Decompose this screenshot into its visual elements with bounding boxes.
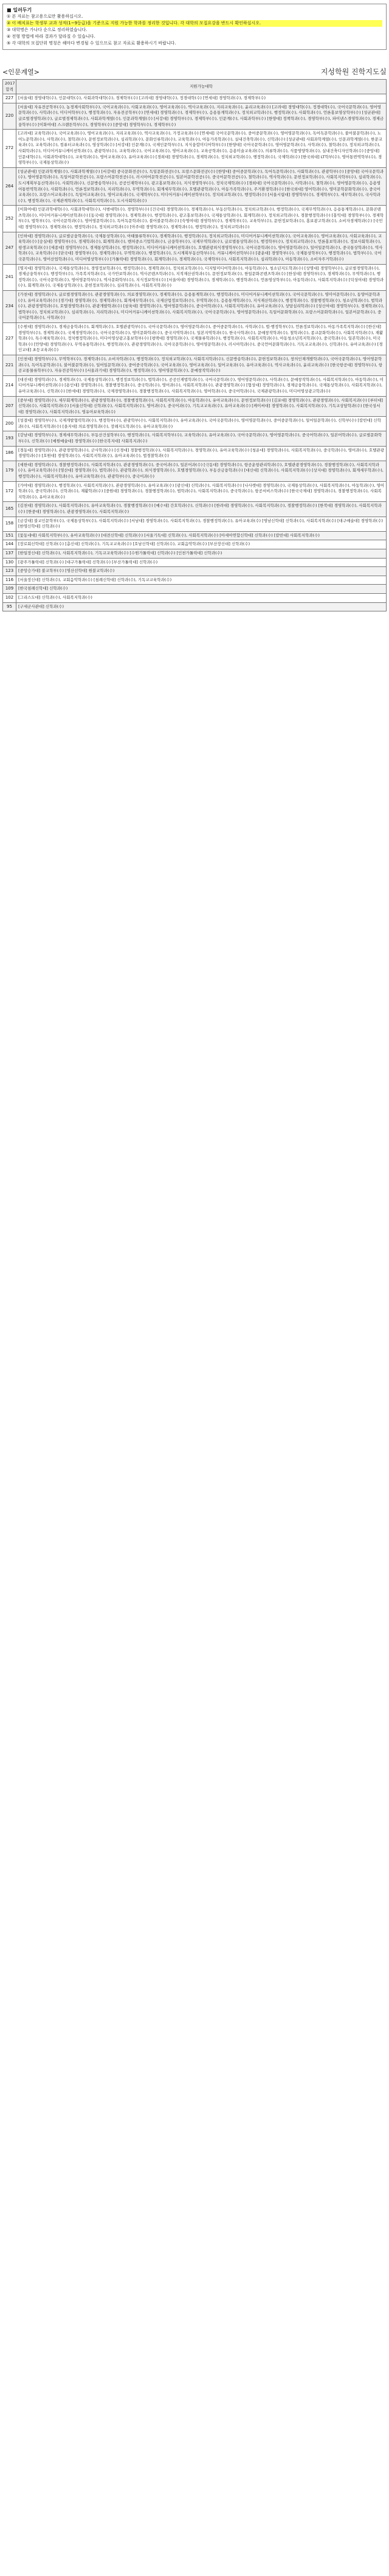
grade-cell: 109: [3, 585, 16, 594]
grade-cell: 193: [3, 431, 16, 446]
table-row: [3, 291, 387, 323]
notice-box: [2, 4, 387, 50]
table-row: [3, 206, 387, 232]
universities-cell: [경동대] 경영학과(수), 관광경영학과(수), 군사학과(수) [신경대] 경찰행정학과(수), 사회복지학과(수), 경영학과(수), 유아교육학과(수) [청운대] 경영학과(수), 사회복지학과(수), 중국학과(수), 영어과(수), 호텔관광경영학과(수) [호원대] 경영학과(수), 사회복지학과(수), 유아교육과(수), 법경찰학과(수): [16, 446, 387, 461]
universities-cell: [구세군사관대] 신학과(수): [16, 602, 387, 611]
universities-cell: [명지대] 경영학과(수), 국제통상학과(수), 경영정보학과(수), 행정학과(수), 경제학과(수), 정치외교학과(수), 디지털미디어학과(수), 아동학과(수), 청소년지도학과(수) [상명대] 경영학부(수), 글로벌경영학과(수), 경제금융학부(수), 행정학부(수), 가족복지학과(수), 국가안보학과(수), 역사콘텐츠학과(수), 지적재산권학과(수), 문헌정보학과(수), 한일문화콘텐츠학과(수) [한성대] 경영학부(수), 경제학과(수), 무역학과(수), 행정학과(수), 국어국문학과(수), 영어영문학부(수), 역사문화학부(수), 지식정보학부(수) [서울여대] 경영학과(수), 경제학과(수), 행정학과(수), 언론영상학부(수), 아동학과(수), 사회복지학과(수) [덕성여대] 경영학과(수), 회계학과(수), 국제통상학과(수), 문헌정보학과(수), 심리학과(수), 사회복지학과(수): [16, 264, 387, 290]
table-row: [3, 322, 387, 355]
table-row: [3, 517, 387, 531]
universities-cell: [수원대] 경영학과(수), 경제금융학과(수), 회계학과(수), 호텔관광학부(수), 국어국문학과(수), 영어영문학과(수), 중어중문학과(수), 사학과(수), 법·행정학부(수), 언론정보학과(수), 아동가족복지학과(수) [한신대] 경영학부(수), 경제학과(수), 국제경영학과(수), 국어국문학과(수), 영미문화학과(수), 중국지역학과(수), 일본지역학과(수), 한국사학과(수), 문예창작학과(수), 철학과(수), 종교문화학과(수), 사회복지학과(수), 재활학과(수), 특수체육학과(수), 정치행정학과(수), 미디어영상광고홍보학부(수) [평택대] 경영학과(수), 국제물류학과(수), 행정학과(수), 사회복지학과(수), 아동청소년복지학과(수), 중국학과(수), 일본학과(수), 미국학과(수) [안양대] 경영학과(수), 무역유통학과(수), 행정학과(수), 관광경영학과(수), 국어국문학과(수), 영어영문학과(수), 러시아학과(수), 중국언어문화학과(수), 기독교교육과(수), 신학과(수), 유아교육과(수) [경인교대] 초등교육과(수): [16, 322, 387, 355]
grade-cell: 144: [3, 540, 16, 549]
universities-cell: [금강대] 불교인문학부(수), 국제통상학부(수), 사회복지학과(수) [서남대] 경영학과(수), 사회복지학과(수), 경찰행정학과(수), 유아교육과(수) [영남신학대] 신학과(수), 사회복지학과(수) [대구예술대] 경영학과(수) [한영신학대] 신학과(수): [16, 517, 387, 531]
grade-cell: 264: [3, 167, 16, 206]
table-row: [3, 355, 387, 375]
table-row: [3, 167, 387, 206]
universities-cell: [서울대] 경영대학(수), 인문대학(수), 사회과학대학(수), 경제학부(수) [고려대] 경영대학(수), 정경대학(수) [연세대] 경영학과(수), 경제학부(수): [16, 94, 387, 103]
grade-cell: 95: [3, 602, 16, 611]
universities-cell: [세한대] 경영학과(수), 경찰행정학과(수), 사회복지학과(수), 관광경영학과(수), 중국어과(수), 일본어과(수) [극동대] 경영학과(수), 항공운항관리학과(수), 호텔관광경영학과(수), 경찰행정학과(수), 사회복지학과(수), 유아교육학과(수) [영산대] 경영학과(수), 법학과(수), 관광학과(수), 외식경영학과(수), 호텔경영학과(수), 부동산금융학과(수) [대신대] 신학과(수), 사회복지학과(수) [상지대] 경영학과(수), 회계세무학과(수), 행정학과(수), 사회복지학과(수), 유아교육학과(수), 관광학부(수), 중국어과(수): [16, 461, 387, 481]
universities-cell: [한일장신대] 신학과(수), 사회복지학과(수), 기독교교육학과(수) [수원가톨릭대] 신학과(수) [인천가톨릭대] 신학과(수): [16, 549, 387, 558]
table-row: [3, 502, 387, 517]
table-row: [3, 232, 387, 264]
universities-cell: [중앙승가대] 불교학부(수) [영산선학대] 원불교학과(수): [16, 567, 387, 576]
table-row: [3, 417, 387, 431]
grade-cell: 151: [3, 531, 16, 540]
universities-cell: [이화여대] 인문과학대학(수), 사회과학대학(수), 사범대학(수), 경영학부(수) [건국대] 경영학과(수), 경제학과(수), 부동산학과(수), 정치외교학과(수), 행정학과(수), 국제무역학과(수), 응용통계학과(수), 문화콘텐츠학과(수), 미디어커뮤니케이션학과(수) [동국대] 경영학과(수), 경제학과(수), 행정학과(수), 광고홍보학과(수), 국제통상학과(수), 회계학과(수), 정치외교학과(수), 경찰행정학과(수) [홍익대] 경영학부(수), 경제학부(수), 법학부(수), 국어국문학과(수), 영어영문학과(수), 독어독문학과(수), 불어불문학과(수) [숙명여대] 경영학부(수), 경제학부(수), 교육학부(수), 문헌정보학과(수), 홍보광고학과(수), 소비자경제학과(수) [국민대] 경영학부(수), 경제학과(수), 행정학과(수), 정치외교학과(수) [아주대] 경영학과(수), 경제학과(수), 행정학과(수), 정치외교학과(수): [16, 206, 387, 232]
grade-cell: 227: [3, 94, 16, 103]
notice-item: ④ 전형 방법에 따라 결과가 달라질 수 있습니다.: [7, 34, 95, 39]
universities-cell: [서울대] 자유전공학부(수), 농경제사회학부(수), 국어교육과(수), 사회교육과(수), 영어교육과(수), 역사교육과(수), 지리교육과(수), 윤리교육과(수) [고려대] 경영대학(수), 정경대학(수), 국어국문학과(수), 영어영문학과(수), 사학과(수), 미디어학부(수), 행정학과(수), 자유전공학부(수) [연세대] 경영학과(수), 경제학부(수), 응용통계학과(수), 정치외교학과(수), 행정학과(수), 사회학과(수), 언론홍보영상학부(수) [성균관대] 글로벌경영학과(수), 글로벌경제학과(수), 사회과학계열(수), 인문과학계열(수) [서강대] 경영학부(수), 경제학부(수), 인문계(수), 사회과학부(수) [한양대] 정책학과(수), 경영학부(수), 파이낸스경영학과(수), 경제금융학부(수) [이화여대] 스크랜튼학부(수), 경영학부(수) [중앙대] 경영학부(수), 경제학부(수): [16, 103, 387, 129]
grade-cell: 247: [3, 232, 16, 264]
grade-cell: 200: [3, 417, 16, 431]
universities-cell: [고려대] 교육학과(수), 국어교육과(수), 영어교육과(수), 지리교육과(수), 역사교육과(수), 가정교육과(수) [연세대] 국어국문학과(수), 중어중문학과(수), 영어영문학과(수), 독어독문학과(수), 불어불문학과(수), 노어노문학과(수), 사학과(수), 철학과(수), 문헌정보학과(수), 심리학과(수), 문화인류학과(수), 교육학과(수), 아동가족학과(수), 실내건축학과(수), 신학과(수) [성균관대] 사회과학계열(수), 인문과학계열(수), 한문교육과(수), 교육학과(수), 컴퓨터교육과(수), 영상학과(수) [서강대] 인문계(수), 국제인문학부(수), 지식융합미디어학부(수) [한양대] 국어국문학과(수), 영어영문학과(수), 사학과(수), 철학과(수), 정치외교학과(수), 사회학과(수), 미디어커뮤니케이션학과(수), 관광학부(수), 교육학과(수), 국어교육과(수), 영어교육과(수), 교육공학과(수), 응용미술교육과(수), 의류학과(수), 식품영양학과(수), 실내건축디자인학과(수) [중앙대] 인문대학(수), 사회과학대학(수), 교육학과(수), 영어교육과(수), 유아교육과(수) [경희대] 경영학과(수), 경제학과(수), 정치외교학과(수), 행정학과(수), 국제학과(수) [한국외대] LT학부(수), 영어통번역학부(수), 경영학부(수), 국제통상학과(수): [16, 130, 387, 168]
table-row: [3, 94, 387, 103]
universities-cell: [성결대] 경영학부(수), 국제개발협력학과(수), 행정학부(수), 관광학부(수), 사회복지학과(수), 유아교육과(수), 국어국문학과(수), 영어영문학과(수), 중어중문학과(수), 일어일문학과(수), 신학부(수) [칼빈대] 신학과(수), 사회복지학과(수) [을지대] 의료경영학과(수), 장례지도학과(수), 유아교육학과(수): [16, 417, 387, 431]
table-row: [3, 576, 387, 585]
universities-cell: [강남대] 경영학부(수), 경제세무학과(수), 부동산건설학부(수), 행정학과(수), 사회복지학부(수), 교육학과(수), 유아교육과(수), 국어국문학과(수), 영어영문학과(수), 중국어학과(수), 일본어학과(수), 글로벌문화학부(수), 신학과(수) [예원예술대] 경영학과(수) [한국복지대] 사회복지과(수): [16, 431, 387, 446]
universities-cell: [인천대] 경영학부(수), 무역학부(수), 경제학과(수), 소비자학과(수), 행정학과(수), 정치외교학과(수), 사회복지학과(수), 신문방송학과(수), 문헌정보학과(수), 창의인재개발학과(수), 국어국문학과(수), 영어영문학과(수), 독어독문학과(수), 불어불문학과(수), 일어일문학과(수), 중어중국학과(수), 국어교육과(수), 영어교육과(수), 일어교육과(수), 유아교육과(수), 역사교육과(수), 윤리교육과(수) [한국항공대] 경영학부(수), 항공교통물류학부(수), 자유전공학부(수) [서울과기대] 경영학과(수), 행정학과(수), 영어영문학과(수), 문예창작학과(수): [16, 355, 387, 375]
table-row: [3, 130, 387, 168]
universities-cell: [김천대] 경영학과(수), 사회복지학과(수), 유아교육학과(수), 경찰행정학과(수) [예수대] 간호학과(수), 신학과(수) [한려대] 경영학과(수), 사회복지학과(수), 경찰행정학과(수) [한북대] 경영학과(수), 사회복지학과(수) [한중대] 경영학과(수), 관광경영학과(수), 사회복지학과(수): [16, 502, 387, 517]
universities-cell: [인하대] 경영학과(수), 글로벌금융학과(수), 국제통상학과(수), 아태물류학부(수), 경제학과(수), 행정학과(수), 정치외교학과(수), 미디어커뮤니케이션학과(수), 국어교육과(수), 영어교육과(수), 사회교육과(수), 교육학과(수) [숭실대] 경영학부(수), 경제학과(수), 회계학과(수), 벤처중소기업학과(수), 금융학부(수), 국제무역학과(수), 글로벌통상학과(수), 행정학부(수), 정치외교학과(수), 언론홍보학과(수), 정보사회학과(수), 평생교육학과(수) [세종대] 경영학부(수), 경제통상학과(수), 행정학과(수), 미디어커뮤니케이션학과(수), 호텔관광외식경영학부(수), 국어국문학과(수), 영어영문학과(수), 일어일문학과(수), 중국통상학과(수), 역사학과(수), 교육학과(수) [단국대] 경영학부(수), 경제학과(수), 무역학과(수), 행정학과(수), 도시계획부동산학부(수), 커뮤니케이션학부(수) [광운대] 경영학부(수), 국제통상학부(수), 행정학과(수), 법학부(수), 국어국문학과(수), 영어산업학과(수), 미디어영상학부(수) [가톨릭대] 경영학과(수), 회계학과(수), 경제학과(수), 국제학부(수), 사회복지학과(수), 심리학과(수), 아동학과(수), 소비자주거학과(수): [16, 232, 387, 264]
admission-table: [2, 79, 387, 611]
grade-cell: 165: [3, 502, 16, 517]
grade-cell: 116: [3, 576, 16, 585]
grade-cell: 130: [3, 558, 16, 567]
table-row: [3, 549, 387, 558]
universities-cell: [한국침례신학대] 신학과(수): [16, 585, 387, 594]
table-row: [3, 585, 387, 594]
universities-cell: [가야대] 경영학과(수), 행정학과(수), 사회복지학과(수), 관광경영학과(수), 유아교육과(수) [광신대] 신학과(수), 사회복지학과(수) [나사렛대] 경영학과(수), 국제통상학과(수), 사회복지학과(수), 아동학과(수), 영어학과(수), 중국학과(수), 신학과(수), 재활학과(수) [중원대] 경영학과(수), 경찰행정학과(수), 법학과(수), 사회복지학과(수), 중국학과(수), 항공서비스학과(수) [한국국제대] 경영학과(수), 경찰행정학과(수), 사회복지학과(수), 유아교육과(수): [16, 481, 387, 502]
table-row: [3, 396, 387, 417]
table-row: [3, 375, 387, 396]
table-body: [3, 94, 387, 611]
universities-cell: [성균관대] 인문과학계열(수), 사회과학계열(수) [서강대] 중국문화전공(수), 독일문화전공(수), 프랑스문화전공(수) [한양대] 중어중문학과(수), 독어독문학과(수), 사회학과(수), 관광학부(수) [중앙대] 국어국문학과(수), 영어영문학과(수), 독일어문학전공(수), 프랑스어문학전공(수), 러시아어문학전공(수), 일본어문학전공(수), 중국어문학전공(수), 철학과(수), 역사학과(수), 문헌정보학과(수), 사회복지학부(수), 심리학과(수), 도시계획부동산학과(수), 사회학과(수), 신문방송학부(수), 공공인재학부(수), 광고홍보학과(수), 지식경영학부(수), 정치국제학과(수) [경희대] 국어국문학과(수), 사학과(수), 철학과(수), 영어영문학과(수), 응용영어통번역학과(수), 사회학과(수), 언론정보학과(수), 지리학과(수), 무역학과(수), 회계세무학과(수), 호텔관광학과(수), 아동가족학과(수), 주거환경학과(수) [한국외대] 영어학과(수), 영미문학문화학과(수), 중국어교육과(수), 프랑스어교육과(수), 독일어교육과(수), 영어교육과(수), 국제학부(수), 미디어커뮤니케이션학부(수), 정치외교학과(수), 행정학과(수) [서울시립대] 경영학부(수), 경제학부(수), 세무학과(수), 국사학과(수), 행정학과(수), 국제관계학과(수), 사회복지학과(수), 도시사회학과(수): [16, 167, 387, 206]
grade-cell: 123: [3, 567, 16, 576]
table-row: [3, 558, 387, 567]
table-row: [3, 431, 387, 446]
page-header: [2, 61, 387, 77]
universities-cell: [중부대] 경영학과(수), 세무회계학과(수), 관광경영학과(수), 경찰행정학과(수), 사회복지학과(수), 아동학과(수), 유아교육과(수), 문헌정보학과(수) [김포대] 경영학과(수), 관광경영과(수), 사회복지과(수) [루터대] 신학과(수), 사회복지학과(수) [서울신학대] 신학과(수), 사회복지학과(수), 영어과(수), 중국어과(수), 기독교교육과(수), 유아교육과(수) [케이씨대] 경영학과(수), 사회복지학과(수), 기독교상담학과(수) [한국성서대] 경영학과(수), 사회복지학과(수), 영유아보육학과(수): [16, 396, 387, 417]
universities-cell: [가천대] 경영학과(수), 글로벌경영학과(수), 관광경영학과(수), 의료경영학과(수), 경제학과(수), 응용통계학과(수), 행정학과(수), 미디어커뮤니케이션학과(수), 국어국문학과(수), 영미어문학과(수), 동양어문학과(수), 유아교육학과(수) [경기대] 경영학과(수), 경제학과(수), 회계세무학과(수), 국제산업정보학과(수), 무역학과(수), 응용통계학과(수), 지식재산학과(수), 행정학과(수), 경찰행정학과(수), 청소년학과(수), 법학과(수), 관광경영학과(수), 호텔경영학과(수), 관광개발학과(수) [삼육대] 경영학과(수), 영어영문학과(수), 중국어학과(수), 사회복지학과(수), 유아교육과(수), 상담심리학과(수) [성신여대] 경영학부(수), 경제학과(수), 법학부(수), 정치외교학과(수), 심리학과(수), 지리학과(수), 미디어커뮤니케이션학과(수), 사회복지학과(수), 국어국문학과(수), 영어영문학과(수), 독일어문화학과(수), 프랑스어문화학과(수), 일본어문학과(수), 중국어문학과(수), 사학과(수): [16, 291, 387, 323]
grade-cell: 207: [3, 396, 16, 417]
universities-cell: [그리스도대] 신학과(수), 사회복지학과(수): [16, 593, 387, 602]
table-row: [3, 264, 387, 290]
grade-cell: 234: [3, 291, 16, 323]
table-row: [3, 531, 387, 540]
grade-cell: 158: [3, 517, 16, 531]
universities-cell: [장로회신학대] 신학과(수) [총신대] 신학과(수), 기독교교육과(수) [호남신학대] 신학과(수), 교회음악학과(수) [부산장신대] 신학과(수): [16, 540, 387, 549]
grade-cell: 221: [3, 355, 16, 375]
grade-cell: 172: [3, 481, 16, 502]
grade-cell: 137: [3, 549, 16, 558]
grade-cell: 102: [3, 593, 16, 602]
universities-cell: [광주가톨릭대] 신학과(수) [대구가톨릭대] 신학과(수) [부산가톨릭대] 신학과(수): [16, 558, 387, 567]
table-row: [3, 540, 387, 549]
table-row: [3, 446, 387, 461]
column-header-content: 지원가능대학: [16, 80, 387, 94]
column-header-grade: 2017 합격: [3, 80, 16, 94]
table-row: [3, 567, 387, 576]
section-title: <인문계열>: [2, 68, 40, 76]
table-row: [3, 481, 387, 502]
grade-cell: 252: [3, 206, 16, 232]
grade-cell: 186: [3, 446, 16, 461]
notice-title: ■ 일러두기: [7, 7, 32, 13]
grade-cell: 214: [3, 375, 16, 396]
universities-cell: [꽃동네대] 사회복지학부(수), 유아교육학과(수) [대전신학대] 신학과(수) [서울기독대] 신학과(수), 사회복지학과(수) [아세아연합신학대] 신학과(수) [칼빈대] 사회복지학과(수): [16, 531, 387, 540]
grade-cell: 179: [3, 461, 16, 481]
notice-item-highlight: ② 이 배치표는 학생부 교과 성적(1~9등급)을 기준으로 지원 가능한 학과를 정리한 것입니다. 각 대학의 모집요강을 반드시 확인하십시오.: [7, 20, 382, 27]
table-header-row: [3, 80, 387, 94]
publisher-title: 지성학원 진학지도실: [320, 68, 387, 76]
grade-cell: 272: [3, 130, 16, 168]
notice-item: ⑤ 각 대학의 모집단위 명칭은 해마다 변경될 수 있으므로 참고 자료로 활용하시기 바랍니다.: [7, 41, 176, 46]
table-row: [3, 461, 387, 481]
table-row: [3, 103, 387, 129]
grade-cell: 220: [3, 103, 16, 129]
table-row: [3, 602, 387, 611]
universities-cell: [서울장신대] 신학과(수), 교회음악학과(수) [침례신학대] 신학과(수), 기독교교육학과(수): [16, 576, 387, 585]
notice-item: ① 본 자료는 참고용으로만 활용하십시오.: [7, 14, 83, 19]
grade-cell: 241: [3, 264, 16, 290]
table-row: [3, 593, 387, 602]
notice-item: ③ 대학명은 가나다 순으로 정리하였습니다.: [7, 27, 88, 32]
universities-cell: [대진대] 경영학과(수), 경제학과(수), 국제통상학과(수), 행정정보학과(수), 법학과(수), 공공인재법학과(수), 국어국문학과(수), 영어영문학과(수), 사학과(수), 문예창작학과(수), 사회복지학과(수), 아동학과(수), 미디어커뮤니케이션학과(수) [용인대] 경영학과(수), 경찰행정학과(수), 중국학과(수), 영어과(수), 사회복지학과(수), 관광경영학과(수) [협성대] 경영학과(수), 경제금융학과(수), 국제통상학과(수), 사회복지학과(수), 유아교육과(수), 신학과(수) [한세대] 경영학과(수), 국제경영학과(수), 경찰행정학과(수), 사회복지학과(수), 영어학과(수), 중국어학과(수), 국제관광학과(수), 미디어영상광고학과(수): [16, 375, 387, 396]
grade-cell: 227: [3, 322, 16, 355]
